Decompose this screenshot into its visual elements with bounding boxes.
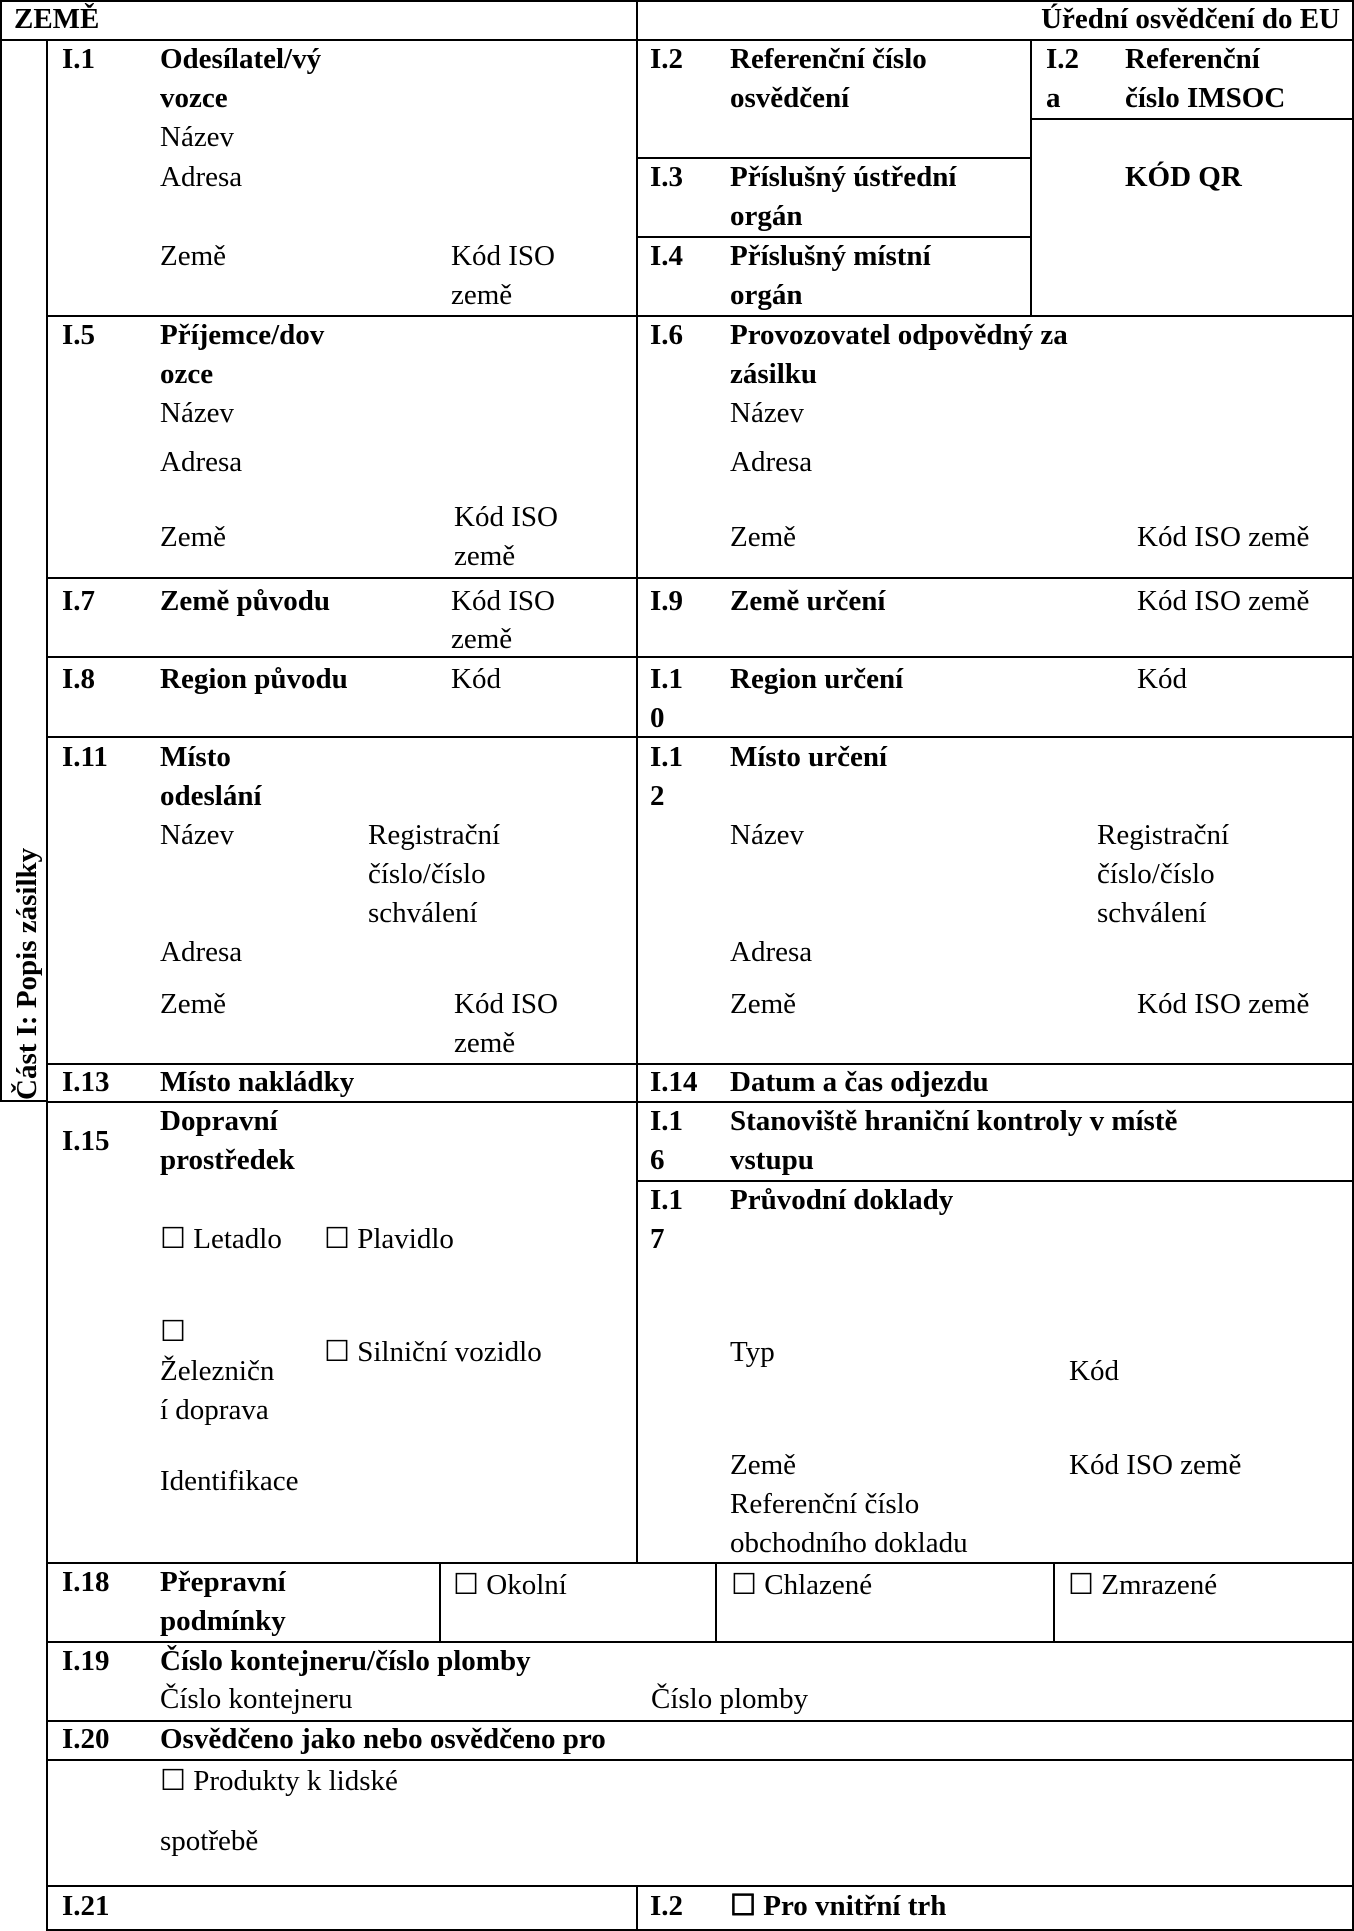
i6-country-label: Země (730, 521, 797, 553)
side-label: Část I: Popis zásilky (11, 847, 43, 1100)
i6-title-line2: zásilku (730, 358, 818, 390)
i2a-number-line1: I.2 (1046, 43, 1080, 75)
i17-number-line1: I.1 (650, 1184, 684, 1216)
i10-code-label: Kód (1137, 663, 1187, 695)
transport-rail-checkbox[interactable]: ☐ (160, 1316, 186, 1348)
i11-reg-line3: schválení (368, 897, 478, 929)
i19-number: I.19 (62, 1645, 110, 1677)
i21-number: I.21 (62, 1890, 110, 1922)
i7-number: I.7 (62, 585, 96, 617)
i17-ref-line2: obchodního dokladu (730, 1527, 968, 1559)
i11-name-label: Název (160, 819, 235, 851)
i15-title-line1: Dopravní (160, 1105, 278, 1137)
header-country: ZEMĚ (14, 3, 100, 35)
i1-address-label: Adresa (160, 161, 243, 193)
i14-number: I.14 (650, 1066, 698, 1098)
i20-number: I.20 (62, 1723, 110, 1755)
i17-country-label: Země (730, 1449, 797, 1481)
i5-country-label: Země (160, 521, 227, 553)
ambient-checkbox[interactable]: ☐ Okolní (453, 1569, 567, 1601)
i17-ref-line1: Referenční číslo (730, 1488, 920, 1520)
i1-country-label: Země (160, 240, 227, 272)
i10-title: Region určení (730, 663, 904, 695)
i12-number-line1: I.1 (650, 741, 684, 773)
frozen-checkbox[interactable]: ☐ Zmrazené (1068, 1569, 1218, 1601)
i12-reg-line3: schválení (1097, 897, 1207, 929)
i15-identification-label: Identifikace (160, 1465, 299, 1497)
chilled-checkbox[interactable]: ☐ Chlazené (731, 1569, 873, 1601)
i9-iso-label: Kód ISO země (1137, 585, 1310, 617)
i6-iso-label: Kód ISO země (1137, 521, 1310, 553)
i6-number: I.6 (650, 319, 684, 351)
transport-rail-label-line2: í doprava (160, 1394, 269, 1426)
i15-number: I.15 (62, 1125, 110, 1157)
i8-code-label: Kód (451, 663, 501, 695)
i18-title-line1: Přepravní (160, 1566, 286, 1598)
human-consumption-checkbox[interactable]: ☐ Produkty k lidské (160, 1765, 398, 1797)
i12-number-line2: 2 (650, 780, 665, 812)
internal-market-checkbox[interactable]: ☐ Pro vnitřní trh (730, 1890, 947, 1922)
i5-iso-line1: Kód ISO (454, 501, 558, 533)
i1-title-line2: vozce (160, 82, 228, 114)
i4-number: I.4 (650, 240, 684, 272)
i8-number: I.8 (62, 663, 96, 695)
i13-number: I.13 (62, 1066, 110, 1098)
i16-title-line2: vstupu (730, 1144, 814, 1176)
i11-reg-line2: číslo/číslo (368, 858, 486, 890)
human-consumption-label-line2: spotřebě (160, 1825, 259, 1857)
i7-iso-line2: země (451, 623, 513, 655)
i7-iso-line1: Kód ISO (451, 585, 555, 617)
i12-name-label: Název (730, 819, 805, 851)
i3-number: I.3 (650, 161, 684, 193)
i1-number: I.1 (62, 43, 96, 75)
i9-title: Země určení (730, 585, 886, 617)
i5-number: I.5 (62, 319, 96, 351)
i12-country-label: Země (730, 988, 797, 1020)
i16-title-line1: Stanoviště hraniční kontroly v místě (730, 1105, 1178, 1137)
i18-number: I.18 (62, 1566, 110, 1598)
i11-iso-line1: Kód ISO (454, 988, 558, 1020)
i5-title-line1: Příjemce/dov (160, 319, 325, 351)
i11-title-line1: Místo (160, 741, 231, 773)
i19-title: Číslo kontejneru/číslo plomby (160, 1645, 531, 1677)
i16-number-line2: 6 (650, 1144, 665, 1176)
i2a-title-line2: číslo IMSOC (1125, 82, 1286, 114)
i11-iso-line2: země (454, 1027, 516, 1059)
i2-number: I.2 (650, 43, 684, 75)
i6-title-line1: Provozovatel odpovědný za (730, 319, 1068, 351)
i4-title-line1: Příslušný místní (730, 240, 931, 272)
i6-name-label: Název (730, 397, 805, 429)
i11-title-line2: odeslání (160, 780, 262, 812)
header-title: Úřední osvědčení do EU (1041, 3, 1340, 35)
i2a-title-line1: Referenční (1125, 43, 1260, 75)
seal-number-label: Číslo plomby (651, 1683, 809, 1715)
i12-reg-line1: Registrační (1097, 819, 1230, 851)
i12-title: Místo určení (730, 741, 888, 773)
i4-title-line2: orgán (730, 279, 803, 311)
i17-iso-label: Kód ISO země (1069, 1449, 1242, 1481)
transport-ship-checkbox[interactable]: ☐ Plavidlo (324, 1223, 454, 1255)
i5-iso-line2: země (454, 540, 516, 572)
i16-number-line1: I.1 (650, 1105, 684, 1137)
i11-address-label: Adresa (160, 936, 243, 968)
i1-iso-line2: země (451, 279, 513, 311)
i12-reg-line2: číslo/číslo (1097, 858, 1215, 890)
i9-number: I.9 (650, 585, 684, 617)
i3-title-line2: orgán (730, 200, 803, 232)
i5-title-line2: ozce (160, 358, 214, 390)
qr-code-label: KÓD QR (1125, 161, 1242, 193)
i17-code-label: Kód (1069, 1355, 1119, 1387)
container-number-label: Číslo kontejneru (160, 1683, 353, 1715)
i6-address-label: Adresa (730, 446, 813, 478)
i10-number-line2: 0 (650, 702, 665, 734)
i5-address-label: Adresa (160, 446, 243, 478)
i13-title: Místo nakládky (160, 1066, 355, 1098)
i10-number-line1: I.1 (650, 663, 684, 695)
i17-type-label: Typ (730, 1336, 775, 1368)
i2a-number-line2: a (1046, 82, 1061, 114)
i11-country-label: Země (160, 988, 227, 1020)
i17-title: Průvodní doklady (730, 1184, 954, 1216)
i2-title-line2: osvědčení (730, 82, 850, 114)
i17-number-line2: 7 (650, 1223, 665, 1255)
i3-title-line1: Příslušný ústřední (730, 161, 957, 193)
transport-rail-label-line1: Železničn (160, 1355, 275, 1387)
i2-title-line1: Referenční číslo (730, 43, 927, 75)
i11-reg-line1: Registrační (368, 819, 501, 851)
transport-plane-checkbox[interactable]: ☐ Letadlo (160, 1223, 282, 1255)
i18-title-line2: podmínky (160, 1605, 286, 1637)
i14-title: Datum a čas odjezdu (730, 1066, 989, 1098)
transport-road-checkbox[interactable]: ☐ Silniční vozidlo (324, 1336, 542, 1368)
i22-number: I.2 (650, 1890, 684, 1922)
i11-number: I.11 (62, 741, 108, 773)
i1-name-label: Název (160, 121, 235, 153)
i1-title-line1: Odesílatel/vý (160, 43, 322, 75)
i15-title-line2: prostředek (160, 1144, 295, 1176)
i7-title: Země původu (160, 585, 331, 617)
i20-title: Osvědčeno jako nebo osvědčeno pro (160, 1723, 606, 1755)
i1-iso-line1: Kód ISO (451, 240, 555, 272)
i8-title: Region původu (160, 663, 348, 695)
i12-iso-label: Kód ISO země (1137, 988, 1310, 1020)
i5-name-label: Název (160, 397, 235, 429)
i12-address-label: Adresa (730, 936, 813, 968)
